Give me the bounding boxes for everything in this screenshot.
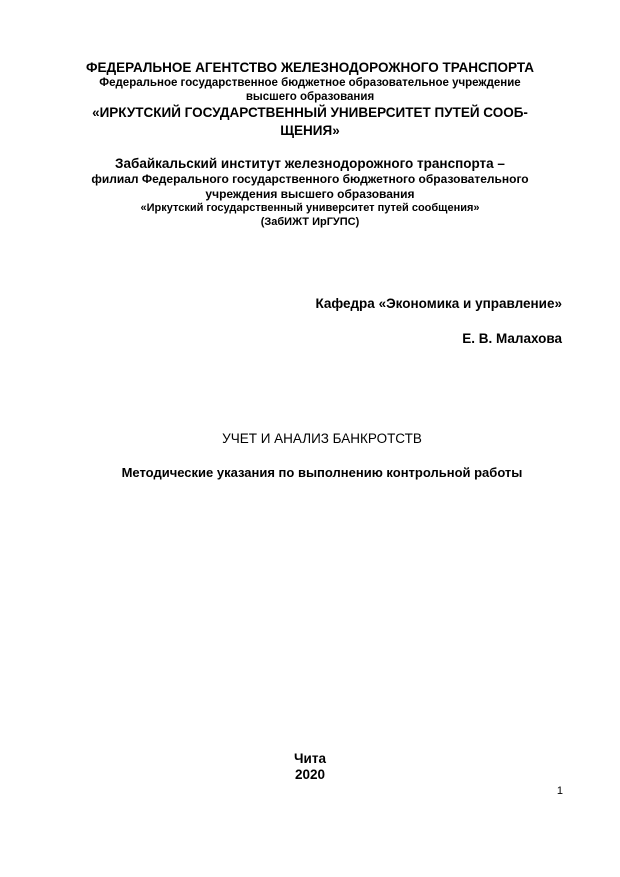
institute-name-line-1: Забайкальский институт железнодорожного транспорта – (115, 156, 505, 171)
agency-heading: ФЕДЕРАЛЬНОЕ АГЕНТСТВО ЖЕЛЕЗНОДОРОЖНОГО ТРАНСПОРТА (86, 60, 534, 75)
institute-name-line-4: «Иркутский государственный университет путей сообщения» (140, 202, 480, 214)
institution-type-line-2: высшего образования (245, 91, 375, 103)
document-subtitle: Методические указания по выполнению контрольной работы (121, 465, 523, 480)
department-name: Кафедра «Экономика и управление» (315, 296, 562, 311)
institute-name-line-2: филиал Федерального государственного бюджетного образовательного (91, 172, 529, 186)
year: 2020 (294, 767, 326, 782)
page-number: 1 (556, 785, 563, 797)
author-name: Е. В. Малахова (462, 331, 562, 346)
institute-abbreviation: (ЗабИЖТ ИрГУПС) (260, 216, 360, 228)
university-name-line-1: «ИРКУТСКИЙ ГОСУДАРСТВЕННЫЙ УНИВЕРСИТЕТ ПУТЕЙ СООБ- (92, 105, 528, 120)
institution-type-line-1: Федеральное государственное бюджетное образовательное учреждение (99, 77, 521, 89)
institute-name-line-3: учреждения высшего образования (205, 187, 415, 201)
university-name-line-2: ЩЕНИЯ» (280, 123, 340, 138)
city: Чита (294, 751, 326, 766)
document-title: УЧЕТ И АНАЛИЗ БАНКРОТСТВ (222, 431, 422, 446)
